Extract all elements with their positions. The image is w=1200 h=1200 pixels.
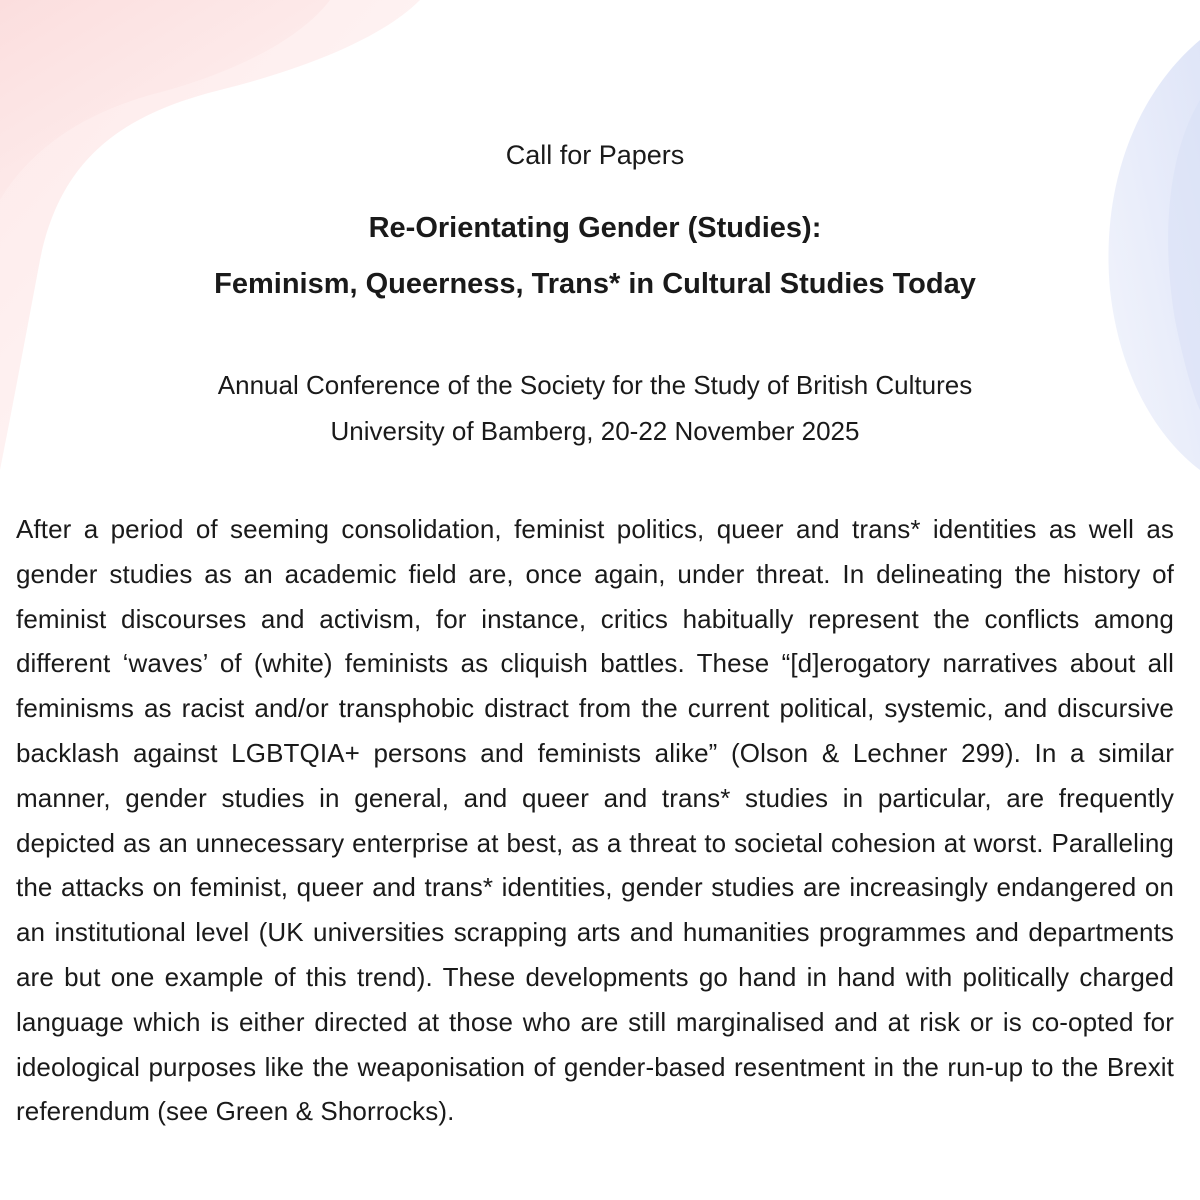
conference-name: Annual Conference of the Society for the Study of British Cultures: [217, 370, 973, 400]
conference-info: [0, 362, 1190, 454]
conference-venue-date: University of Bamberg, 20-22 November 2025: [330, 416, 860, 446]
call-for-papers-label: Call for Papers: [505, 140, 685, 170]
title-line-2: Feminism, Queerness, Trans* in Cultural Studies Today: [214, 268, 976, 300]
title-line-1: Re-Orientating Gender (Studies):: [368, 212, 822, 244]
page-title: [0, 200, 1190, 312]
body-paragraph: After a period of seeming consolidation, feminist politics, queer and trans* identities as well as gender studies as an academic field are, once again, under threat. In delineating the history of feminist discourses and activism, for instance, critics habitually represent the conflicts among different ‘waves’ of (white) feminists as cliquish battles. These “[d]erogatory narratives about all feminisms as racist and/or transphobic distract from the current political, systemic, and discursive backlash against LGBTQIA+ persons and feminists alike” (Olson & Lechner 299). In a similar manner, gender studies in general, and queer and trans* studies in particular, are frequently depicted as an unnecessary enterprise at best, as a threat to societal cohesion at worst. Paralleling the attacks on feminist, queer and trans* identities, gender studies are increasingly endangered on an institutional level (UK universities scrapping arts and humanities programmes and departments are but one example of this trend). These developments go hand in hand with politically charged language which is either directed at those who are still marginalised and at risk or is co-opted for ideological purposes like the weaponisation of gender-based resentment in the run-up to the Brexit referendum (see Green & Shorrocks).: [16, 514, 1174, 1127]
